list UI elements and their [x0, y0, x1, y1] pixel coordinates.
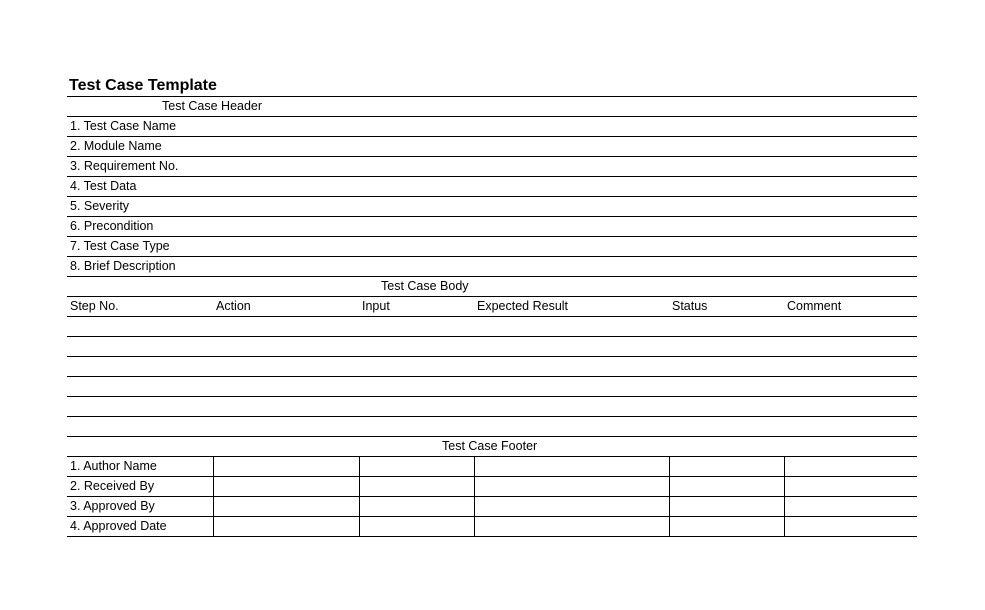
- footer-cell: [784, 477, 785, 496]
- footer-cell: [474, 477, 475, 496]
- footer-cell: [784, 497, 785, 516]
- column-header-expected-result: Expected Result: [477, 299, 569, 313]
- footer-cell: [669, 517, 670, 536]
- header-field-label: 4. Test Data: [70, 179, 137, 193]
- header-field-row: [67, 137, 917, 157]
- footer-field-label: 3. Approved By: [70, 499, 155, 513]
- footer-section-label: Test Case Footer: [442, 439, 538, 453]
- body-step-row: [67, 377, 917, 397]
- footer-cell: [359, 517, 360, 536]
- header-field-row: [67, 257, 917, 277]
- footer-cell: [669, 497, 670, 516]
- footer-section-heading: [67, 437, 917, 457]
- footer-field-row: [67, 457, 917, 477]
- footer-cell: [213, 517, 214, 536]
- footer-field-label: 2. Received By: [70, 479, 155, 493]
- header-field-row: [67, 157, 917, 177]
- footer-field-row: [67, 517, 917, 537]
- column-header-comment: Comment: [787, 299, 842, 313]
- footer-cell: [213, 457, 214, 476]
- header-field-label: 8. Brief Description: [70, 259, 176, 273]
- footer-cell: [213, 477, 214, 496]
- test-case-sheet: [67, 76, 917, 537]
- header-field-label: 1. Test Case Name: [70, 119, 177, 133]
- header-field-label: 3. Requirement No.: [70, 159, 179, 173]
- column-header-input: Input: [362, 299, 390, 313]
- footer-cell: [359, 497, 360, 516]
- body-column-headers: [67, 297, 917, 317]
- column-header-action: Action: [216, 299, 251, 313]
- body-step-row: [67, 397, 917, 417]
- header-field-label: 2. Module Name: [70, 139, 162, 153]
- header-field-row: [67, 197, 917, 217]
- column-header-step-no: Step No.: [70, 299, 119, 313]
- footer-cell: [784, 517, 785, 536]
- footer-cell: [474, 497, 475, 516]
- footer-cell: [359, 477, 360, 496]
- body-step-row: [67, 337, 917, 357]
- footer-cell: [669, 477, 670, 496]
- footer-field-row: [67, 477, 917, 497]
- header-section-label: Test Case Header: [162, 99, 263, 113]
- header-field-label: 7. Test Case Type: [70, 239, 170, 253]
- header-field-label: 6. Precondition: [70, 219, 154, 233]
- header-section-heading: [67, 97, 917, 117]
- column-header-status: Status: [672, 299, 708, 313]
- body-step-row: [67, 357, 917, 377]
- header-field-row: [67, 217, 917, 237]
- body-step-row: [67, 417, 917, 437]
- footer-field-row: [67, 497, 917, 517]
- header-field-row: [67, 177, 917, 197]
- footer-cell: [784, 457, 785, 476]
- footer-cell: [669, 457, 670, 476]
- footer-cell: [213, 497, 214, 516]
- footer-field-label: 4. Approved Date: [70, 519, 167, 533]
- body-section-heading: [67, 277, 917, 297]
- footer-cell: [474, 457, 475, 476]
- body-section-label: Test Case Body: [381, 279, 469, 293]
- body-step-row: [67, 317, 917, 337]
- footer-field-label: 1. Author Name: [70, 459, 157, 473]
- footer-cell: [359, 457, 360, 476]
- header-field-row: [67, 117, 917, 137]
- footer-cell: [474, 517, 475, 536]
- document-title: Test Case Template: [67, 76, 917, 97]
- header-field-row: [67, 237, 917, 257]
- header-field-label: 5. Severity: [70, 199, 130, 213]
